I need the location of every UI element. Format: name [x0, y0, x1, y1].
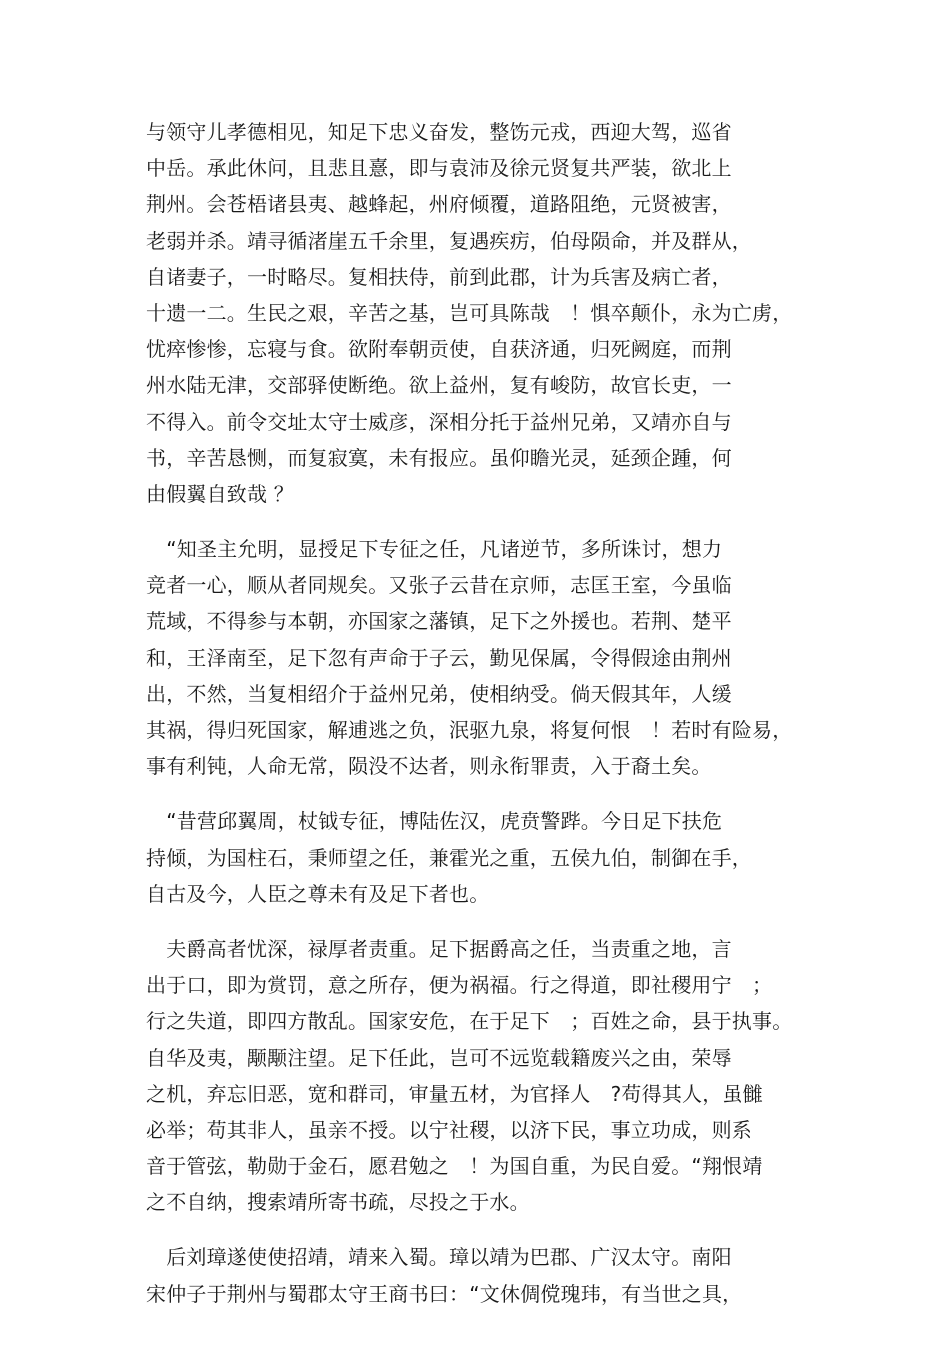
text-line: 持倾，为国柱石，秉师望之任，兼霍光之重，五侯九伯，制御在手，	[146, 845, 752, 870]
text-line: 事有利钝，人命无常，陨没不达者，则永衔罪责，入于裔土矣。	[146, 754, 712, 779]
text-line: 十遗一二。生民之艰，辛苦之基，岂可具陈哉 ！惧卒颠仆，永为亡虏，	[146, 300, 793, 325]
paragraph-3	[146, 803, 826, 912]
text-line: 之机，弃忘旧恶，宽和群司，审量五材，为官择人 ?苟得其人，虽雠	[146, 1081, 763, 1106]
text-line: 不得入。前令交址太守士威彦，深相分托于益州兄弟，又靖亦自与	[146, 409, 732, 434]
paragraph-2	[146, 531, 826, 784]
text-line: 老弱并杀。靖寻循渚崖五千余里，复遇疾疠，伯母陨命，并及群从，	[146, 228, 752, 253]
text-line: 和，王泽南至，足下忽有声命于子云，勤见保属，令得假途由荆州	[146, 645, 732, 670]
text-line: 忧瘁惨惨，忘寝与食。欲附奉朝贡使，自获济通，归死阙庭，而荆	[146, 337, 732, 362]
text-line: 竞者一心，顺从者同规矣。又张子云昔在京师，志匡王室，今虽临	[146, 573, 732, 598]
text-line: 荆州。会苍梧诸县夷、越蜂起，州府倾覆，道路阻绝，元贤被害，	[146, 192, 732, 217]
text-line: 出于口，即为赏罚，意之所存，便为祸福。行之得道，即社稷用宁 ；	[146, 973, 773, 998]
text-line: 出，不然，当复相绍介于益州兄弟，使相纳受。倘天假其年，人缓	[146, 681, 732, 706]
text-line: 其祸，得归死国家，解逋逃之负，泯驱九泉，将复何恨 ！若时有险易，	[146, 718, 793, 742]
text-line: 夫爵高者忧深，禄厚者责重。足下据爵高之任，当责重之地，言	[146, 936, 732, 961]
paragraph-1	[146, 114, 826, 512]
text-line: 自古及今，人臣之尊未有及足下者也。	[146, 881, 490, 906]
text-line: 州水陆无津，交部驿使断绝。欲上益州，复有峻防，故官长吏，一	[146, 373, 732, 398]
text-line: 宋仲子于荆州与蜀郡太守王商书曰：“文休倜傥瑰玮，有当世之具，	[146, 1281, 743, 1306]
text-line: “知圣主允明，显授足下专征之任，凡诸逆节，多所诛讨，想力	[146, 537, 723, 562]
text-line: “昔营邱翼周，杖钺专征，博陆佐汉，虎贲警跸。今日足下扶危	[146, 809, 723, 834]
text-line: 由假翼自致哉 ？	[146, 481, 294, 506]
text-line: 自华及夷，颙颙注望。足下任此，岂可不远览载籍废兴之由，荣辱	[146, 1045, 732, 1070]
text-line: 书，辛苦恳恻，而复寂寞，未有报应。虽仰瞻光灵，延颈企踵，何	[146, 445, 732, 470]
text-line: 音于管弦，勒勋于金石，愿君勉之 ！为国自重，为民自爱。“翔恨靖	[146, 1154, 763, 1179]
paragraph-4	[146, 931, 826, 1221]
text-line: 之不自纳，搜索靖所寄书疏，尽投之于水。	[146, 1190, 530, 1215]
text-line: 中岳。承此休问，且悲且憙，即与袁沛及徐元贤复共严装，欲北上	[146, 156, 732, 181]
text-line: 荒域，不得参与本朝，亦国家之藩镇，足下之外援也。若荆、楚平	[146, 609, 732, 634]
text-line: 行之失道，即四方散乱。国家安危，在于足下 ；百姓之命，县于执事。	[146, 1009, 793, 1034]
paragraph-5	[146, 1239, 826, 1311]
text-line: 后刘璋遂使使招靖，靖来入蜀。璋以靖为巴郡、广汉太守。南阳	[146, 1245, 732, 1270]
text-line: 自诸妻子，一时略尽。复相扶侍，前到此郡，计为兵害及病亡者，	[146, 264, 732, 289]
text-line: 与领守儿孝德相见，知足下忠义奋发，整饬元戎，西迎大驾，巡省	[146, 120, 732, 144]
document-body	[146, 114, 826, 1331]
text-line: 必举；苟其非人，虽亲不授。以宁社稷，以济下民，事立功成，则系	[146, 1117, 752, 1142]
